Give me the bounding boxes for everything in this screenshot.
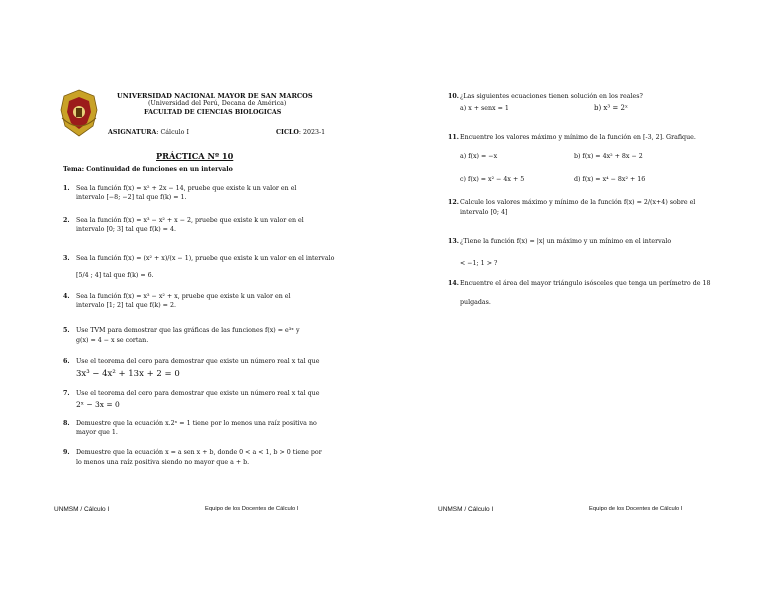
university-name: UNIVERSIDAD NACIONAL MAYOR DE SAN MARCOS: [117, 92, 313, 100]
option-b: b) x³ = 2ˣ: [594, 104, 628, 112]
problem-number: 3.: [63, 255, 70, 262]
problem-text: Demuestre que la ecuación x = a sen x + b, donde 0 < a < 1, b > 0 tiene por: [76, 449, 322, 456]
option-d: d) f(x) = x⁴ − 8x² + 16: [574, 176, 646, 183]
problem-number: 8.: [63, 420, 70, 427]
footer-course-right: UNMSM / Cálculo I: [438, 506, 494, 513]
footer-team-right: Equipo de los Docentes de Cálculo I: [589, 506, 683, 512]
problem-text: Sea la función f(x) = (x² + x)/(x − 1), pruebe que existe k un valor en el intervalo: [76, 255, 335, 262]
problem-text: Use el teorema del cero para demostrar que existe un número real x tal que: [76, 390, 320, 397]
problem-text: < −1; 1 > ?: [460, 260, 498, 267]
problem-number: 4.: [63, 293, 70, 300]
problem-text: Encuentre el área del mayor triángulo isósceles que tenga un perímetro de 18: [460, 280, 711, 287]
problem-text: Sea la función f(x) = x³ − x² + x − 2, pruebe que existe k un valor en el: [76, 217, 304, 224]
footer-team-left: Equipo de los Docentes de Cálculo I: [205, 506, 299, 512]
problem-number: 5.: [63, 327, 70, 334]
option-a: a) f(x) = −x: [460, 153, 498, 160]
right-page: [384, 0, 768, 594]
problem-text: Calcule los valores máximo y mínimo de la función f(x) = 2/(x+4) sobre el: [460, 199, 696, 206]
problem-equation: 2ˣ − 3x = 0: [76, 400, 120, 409]
practice-topic: Tema: Continuidad de funciones en un intervalo: [63, 166, 233, 173]
option-b: b) f(x) = 4x² + 8x − 2: [574, 153, 643, 160]
course-label: ASIGNATURA: [108, 129, 157, 136]
problem-number: 9.: [63, 449, 70, 456]
cycle-label: CICLO: [276, 129, 299, 136]
problem-text: Encuentre los valores máximo y mínimo de la función en [-3, 2]. Grafique.: [460, 134, 696, 141]
problem-text: mayor que 1.: [76, 429, 118, 436]
problem-text: Sea la función f(x) = x³ − x² + x, pruebe que existe k un valor en el: [76, 293, 291, 300]
problem-text: Demuestre que la ecuación x.2ˣ = 1 tiene por lo menos una raíz positiva no: [76, 420, 317, 427]
problem-text: pulgadas.: [460, 299, 491, 306]
problem-number: 12.: [448, 199, 459, 206]
problem-text: intervalo [0; 3] tal que f(k) = 4.: [76, 226, 176, 233]
option-c: c) f(x) = x² − 4x + 5: [460, 176, 525, 183]
problem-text: intervalo [1; 2] tal que f(k) = 2.: [76, 302, 176, 309]
problem-equation: 3x³ − 4x² + 13x + 2 = 0: [76, 369, 180, 379]
problem-text: ¿Las siguientes ecuaciones tienen solución en los reales?: [460, 93, 643, 100]
course-line: [108, 129, 189, 138]
problem-text: g(x) = 4 − x se cortan.: [76, 337, 149, 344]
problem-number: 11.: [448, 134, 459, 141]
problem-text: ¿Tiene la función f(x) = |x| un máximo y un mínimo en el intervalo: [460, 238, 672, 245]
cycle-value: : 2023-1: [298, 129, 326, 136]
course-value: : Cálculo I: [156, 129, 189, 136]
university-seal-logo: [58, 88, 100, 138]
problem-number: 13.: [448, 238, 459, 245]
problem-text: intervalo [0; 4]: [460, 209, 508, 216]
faculty-name: FACULTAD DE CIENCIAS BIOLOGICAS: [144, 108, 282, 116]
problem-number: 6.: [63, 358, 70, 365]
problem-text: Sea la función f(x) = x² + 2x − 14, pruebe que existe k un valor en el: [76, 185, 297, 192]
university-subtitle: (Universidad del Perú, Decana de América): [148, 100, 287, 107]
option-a: a) x + senx = 1: [460, 105, 509, 112]
practice-title: PRÁCTICA Nº 10: [156, 151, 234, 161]
problem-number: 7.: [63, 390, 70, 397]
problem-text: Use TVM para demostrar que las gráficas de las funciones f(x) = e³ˣ y: [76, 327, 300, 334]
problem-number: 1.: [63, 185, 70, 192]
problem-number: 2.: [63, 217, 70, 224]
footer-course-left: UNMSM / Cálculo I: [54, 506, 110, 513]
problem-text: [5/4 ; 4] tal que f(k) = 6.: [76, 272, 154, 279]
problem-text: Use el teorema del cero para demostrar que existe un número real x tal que: [76, 358, 320, 365]
problem-number: 14.: [448, 280, 459, 287]
problem-number: 10.: [448, 93, 459, 100]
problem-text: intervalo [−8; −2] tal que f(k) = 1.: [76, 194, 187, 201]
cycle-line: [276, 129, 325, 138]
problem-text: lo menos una raíz positiva siendo no mayor que a + b.: [76, 459, 250, 466]
